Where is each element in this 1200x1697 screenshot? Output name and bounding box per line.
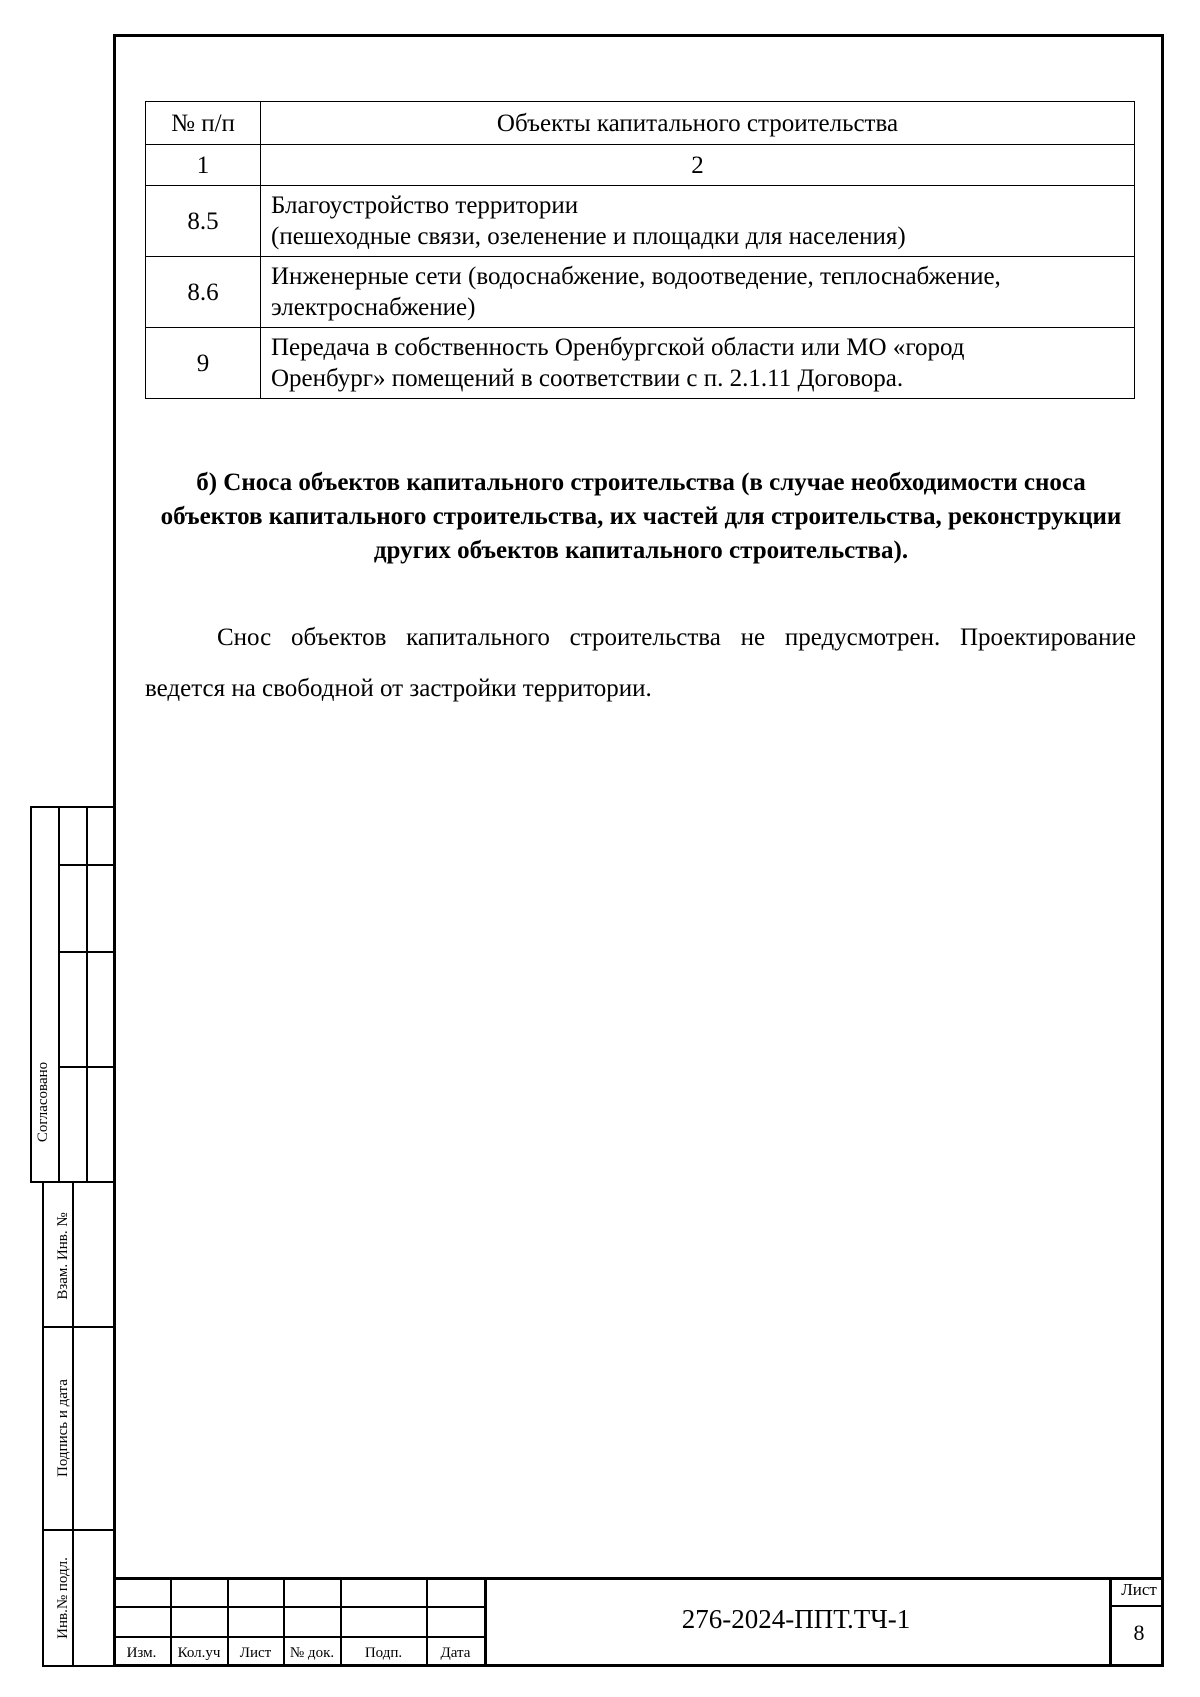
header-title: Объекты капитального строительства — [261, 102, 1135, 145]
col-label-list: Лист — [239, 1645, 272, 1661]
row-text — [261, 257, 1135, 328]
index-title: 2 — [261, 145, 1135, 186]
row-text-line: электроснабжение) — [271, 294, 476, 321]
sheet-label: Лист — [1121, 1580, 1157, 1599]
row-text-line: Передача в собственность Оренбургской области или МО «город — [271, 334, 965, 361]
col-label-podp: Подп. — [364, 1645, 403, 1661]
col-label-doc-no: № док. — [289, 1645, 335, 1661]
document-code: 276-2024-ППТ.ТЧ-1 — [681, 1604, 911, 1634]
index-num: 1 — [146, 145, 261, 186]
row-text-line: Инженерные сети (водоснабжение, водоотведение, теплоснабжение, — [271, 263, 1001, 290]
sheet-number: 8 — [1133, 1620, 1145, 1645]
table-row — [146, 186, 1135, 257]
original-inv-label: Инв.№ подл. — [55, 1557, 71, 1639]
agreed-label: Согласовано — [35, 1061, 51, 1143]
row-text — [261, 328, 1135, 399]
table-header-row — [146, 102, 1135, 145]
row-num: 8.6 — [146, 257, 261, 328]
table-row — [146, 328, 1135, 399]
table-row — [146, 257, 1135, 328]
header-num: № п/п — [146, 102, 261, 145]
replaced-inv-label: Взам. Инв. № — [55, 1212, 71, 1300]
table-index-row — [146, 145, 1135, 186]
col-label-kol-uch: Кол.уч — [177, 1645, 221, 1661]
row-num: 8.5 — [146, 186, 261, 257]
row-text — [261, 186, 1135, 257]
row-num: 9 — [146, 328, 261, 399]
section-heading: б) Сноса объектов капитального строительства (в случае необходимости сноса объектов капитального строительства, их частей для строительства, реконструкции других объектов капитального строительства). — [160, 469, 1122, 564]
row-text-line: Оренбург» помещений в соответствии с п. 2.1.11 Договора. — [271, 365, 904, 392]
row-text-line: (пешеходные связи, озеленение и площадки для населения) — [271, 223, 906, 250]
col-label-data: Дата — [440, 1645, 471, 1661]
body-paragraph: Снос объектов капитального строительства не предусмотрен. Проектирование ведется на свободной от застройки территории. — [145, 624, 1136, 702]
left-margin-stamp — [30, 806, 116, 1667]
col-label-izm: Изм. — [126, 1645, 157, 1661]
capital-objects-table — [145, 101, 1135, 399]
row-text-line: Благоустройство территории — [271, 192, 579, 219]
signature-date-label: Подпись и дата — [55, 1379, 71, 1477]
